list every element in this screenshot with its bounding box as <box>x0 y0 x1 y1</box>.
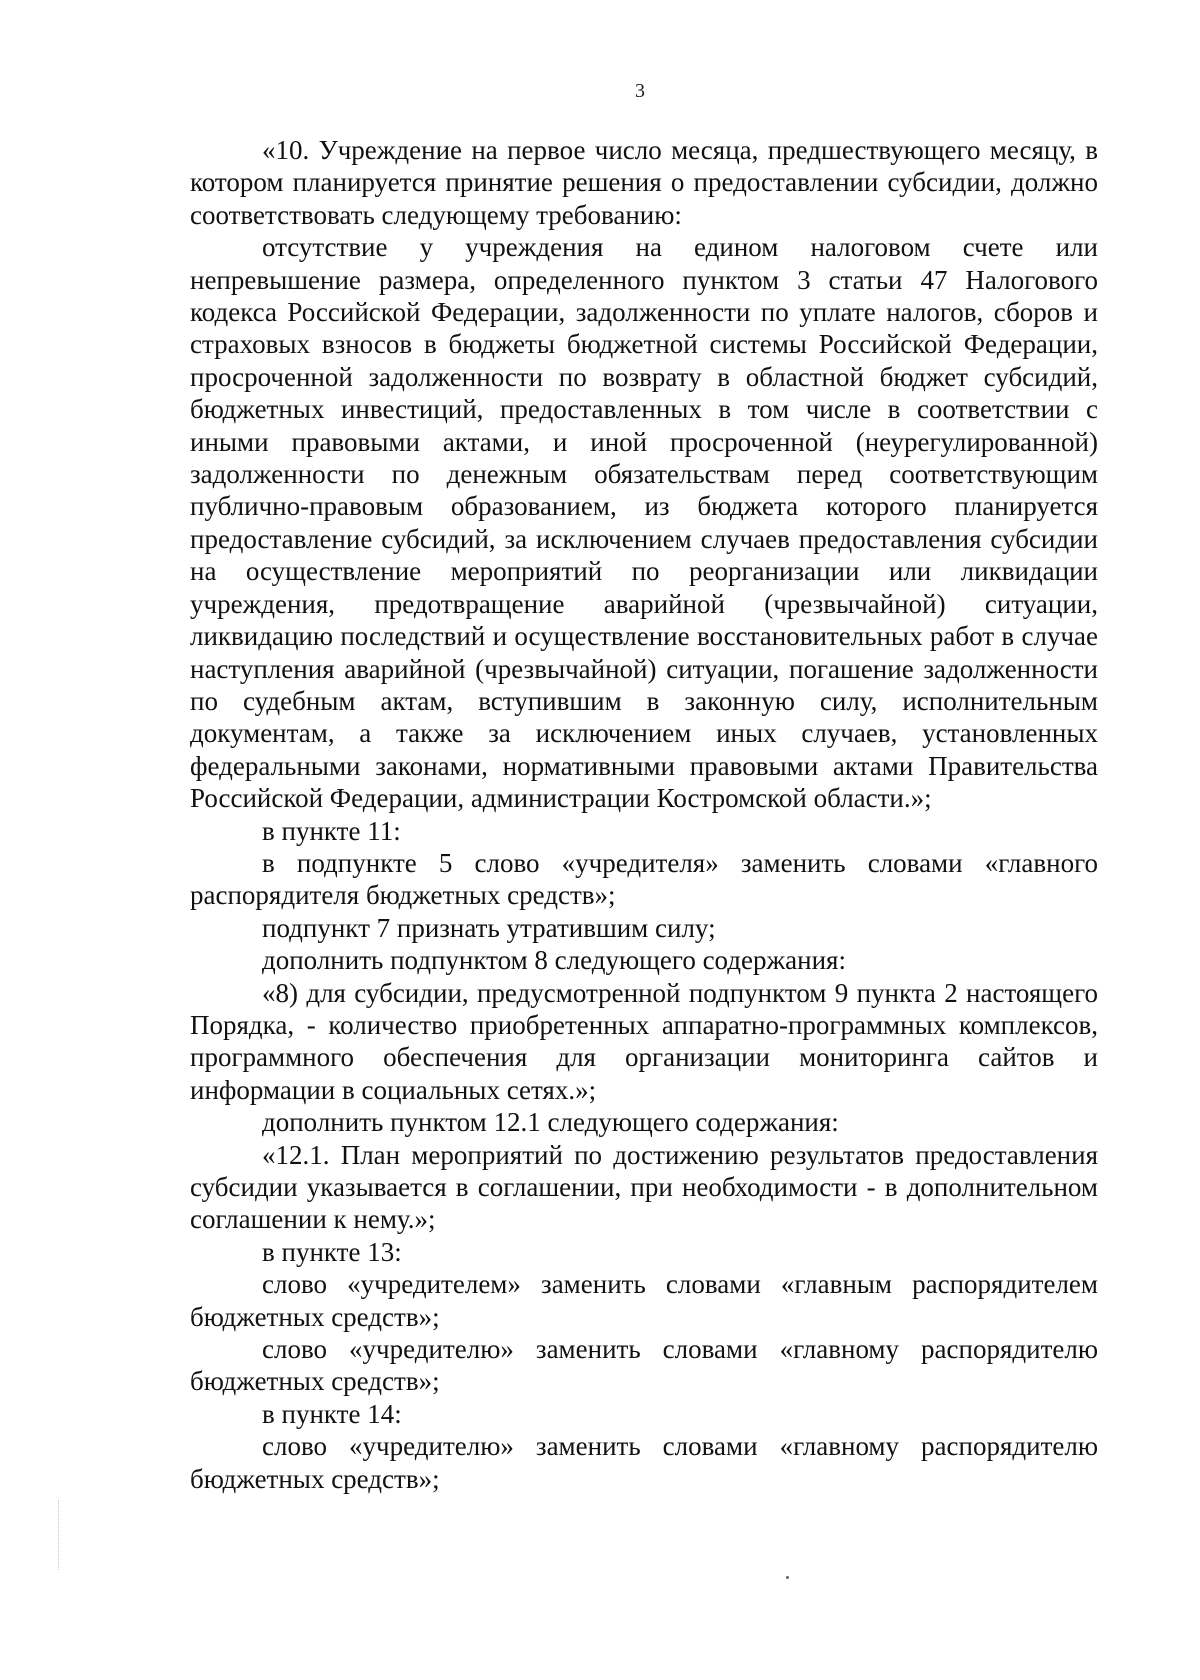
paragraph-item-14-change: слово «учредителю» заменить словами «главному распорядителю бюджетных средств»; <box>190 1431 1098 1494</box>
page-number: 3 <box>635 80 645 102</box>
paragraph-subitem-5: в подпункте 5 слово «учредителя» заменить словами «главного распорядителя бюджетных средств»; <box>190 847 1098 911</box>
paragraph-item-12-1-text: «12.1. План мероприятий по достижению результатов предоставления субсидии указывается в соглашении, при необходимости - в дополнительном соглашении к нему.»; <box>190 1139 1098 1235</box>
document-body <box>190 134 1098 1495</box>
paragraph-subitem-7: подпункт 7 признать утратившим силу; <box>262 912 716 943</box>
paragraph-item-13: в пункте 13: <box>262 1236 402 1267</box>
paragraph-10: «10. Учреждение на первое число месяца, предшествующего месяцу, в котором планируется принятие решения о предоставлении субсидии, должно соответствовать следующему требованию: <box>190 135 1098 230</box>
scan-mark <box>58 1500 61 1570</box>
paragraph-item-13-change-2: слово «учредителю» заменить словами «главному распорядителю бюджетных средств»; <box>190 1334 1098 1397</box>
paragraph-requirement: отсутствие у учреждения на едином налоговом счете или непревышение размера, определенного пунктом 3 статьи 47 Налогового кодекса Российской Федерации, задолженности по уплате налогов, сборов и страховых взносов в бюджеты бюджетной системы Российской Федерации, просроченной задолженности по возврату в областной бюджет субсидий, бюджетных инвестиций, предоставленных в том числе в соответствии с иными правовыми актами, и иной просроченной (неурегулированной) задолженности по денежным обязательствам перед соответствующим публично-правовым образованием, из бюджета которого планируется предоставление субсидий, за исключением случаев предоставления субсидии на осуществление мероприятий по реорганизации или ликвидации учреждения, предотвращение аварийной (чрезвычайной) ситуации, ликвидацию последствий и осуществление восстановительных работ в случае наступления аварийной (чрезвычайной) ситуации, погашение задолженности по судебным актам, вступившим в законную силу, исполнительным документам, а также за исключением иных случаев, установленных федеральными законами, нормативными правовыми актами Правительства Российской Федерации, администрации Костромской области.»; <box>190 232 1098 814</box>
paragraph-item-11: в пункте 11: <box>262 815 401 846</box>
paragraph-subitem-8-text: «8) для субсидии, предусмотренной подпунктом 9 пункта 2 настоящего Порядка, - количество приобретенных аппаратно-программных комплексов, программного обеспечения для организации мониторинга сайтов и информации в социальных сетях.»; <box>190 977 1098 1105</box>
paragraph-item-14: в пункте 14: <box>262 1398 402 1429</box>
paragraph-item-13-change-1: слово «учредителем» заменить словами «главным распорядителем бюджетных средств»; <box>190 1269 1098 1332</box>
paragraph-add-item-12-1: дополнить пунктом 12.1 следующего содержания: <box>262 1107 839 1138</box>
paragraph-add-subitem-8: дополнить подпунктом 8 следующего содержания: <box>262 945 846 976</box>
scan-dot <box>786 1576 789 1579</box>
